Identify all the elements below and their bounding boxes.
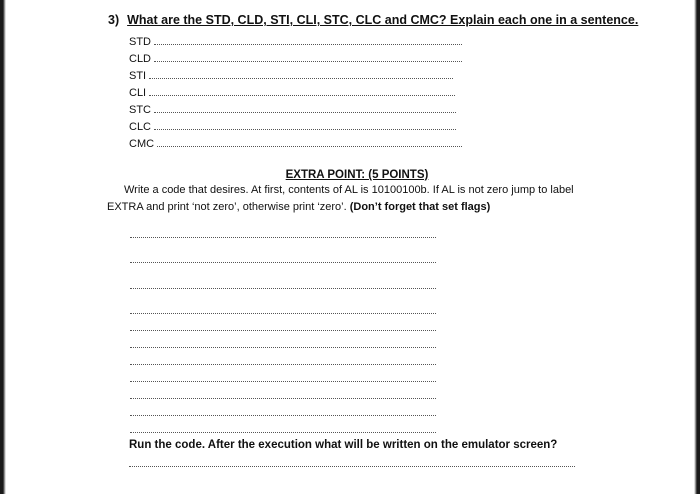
term-label-cmc: CMC — [129, 138, 155, 150]
code-answer-line[interactable] — [130, 346, 436, 348]
term-label-sti: STI — [129, 70, 147, 82]
run-code-question: Run the code. After the execution what will be written on the emulator screen? — [129, 439, 558, 451]
term-row-cld — [129, 49, 462, 65]
code-answer-line[interactable] — [130, 397, 436, 399]
answer-dots-stc[interactable] — [154, 111, 456, 113]
term-row-cmc — [129, 134, 462, 150]
extra-instructions — [107, 182, 607, 216]
term-row-stc — [129, 100, 456, 116]
code-answer-line[interactable] — [130, 236, 436, 238]
answer-dots-std[interactable] — [154, 43, 462, 45]
code-answer-line[interactable] — [130, 312, 436, 314]
answer-dots-cli[interactable] — [149, 94, 455, 96]
answer-dots-clc[interactable] — [154, 128, 456, 130]
term-label-clc: CLC — [129, 121, 152, 133]
answer-dots-sti[interactable] — [149, 77, 453, 79]
run-answer-line[interactable] — [129, 465, 575, 467]
term-label-cli: CLI — [129, 87, 147, 99]
term-row-cli — [129, 83, 455, 99]
code-answer-line[interactable] — [130, 363, 436, 365]
extra-point-heading: EXTRA POINT: (5 POINTS) — [285, 169, 429, 181]
question-title: What are the STD, CLD, STI, CLI, STC, CLC and CMC? Explain each one in a sentence. — [127, 13, 639, 27]
term-label-std: STD — [129, 36, 151, 48]
instruction-line-2 — [107, 199, 607, 216]
term-row-std — [129, 32, 462, 48]
term-label-cld: CLD — [129, 53, 152, 65]
question-3-heading — [108, 13, 638, 27]
code-answer-line[interactable] — [130, 287, 436, 289]
code-answer-line[interactable] — [130, 414, 436, 416]
scan-edge-left — [0, 0, 6, 494]
answer-dots-cld[interactable] — [154, 60, 462, 62]
code-answer-line[interactable] — [130, 329, 436, 331]
instruction-line-1: Write a code that desires. At first, contents of AL is 10100100b. If AL is not zero jump to label — [124, 184, 574, 196]
answer-dots-cmc[interactable] — [157, 145, 462, 147]
instruction-line-2-bold: (Don’t forget that set flags) — [349, 201, 491, 213]
code-answer-line[interactable] — [130, 261, 436, 263]
term-label-stc: STC — [129, 104, 151, 116]
scan-edge-right — [694, 0, 700, 494]
term-row-clc — [129, 117, 456, 133]
instruction-line-2-text: EXTRA and print ‘not zero’, otherwise print ‘zero’. — [107, 201, 350, 213]
code-answer-line[interactable] — [130, 431, 436, 433]
code-answer-line[interactable] — [130, 380, 436, 382]
question-number: 3) — [108, 13, 120, 27]
term-row-sti — [129, 66, 453, 82]
